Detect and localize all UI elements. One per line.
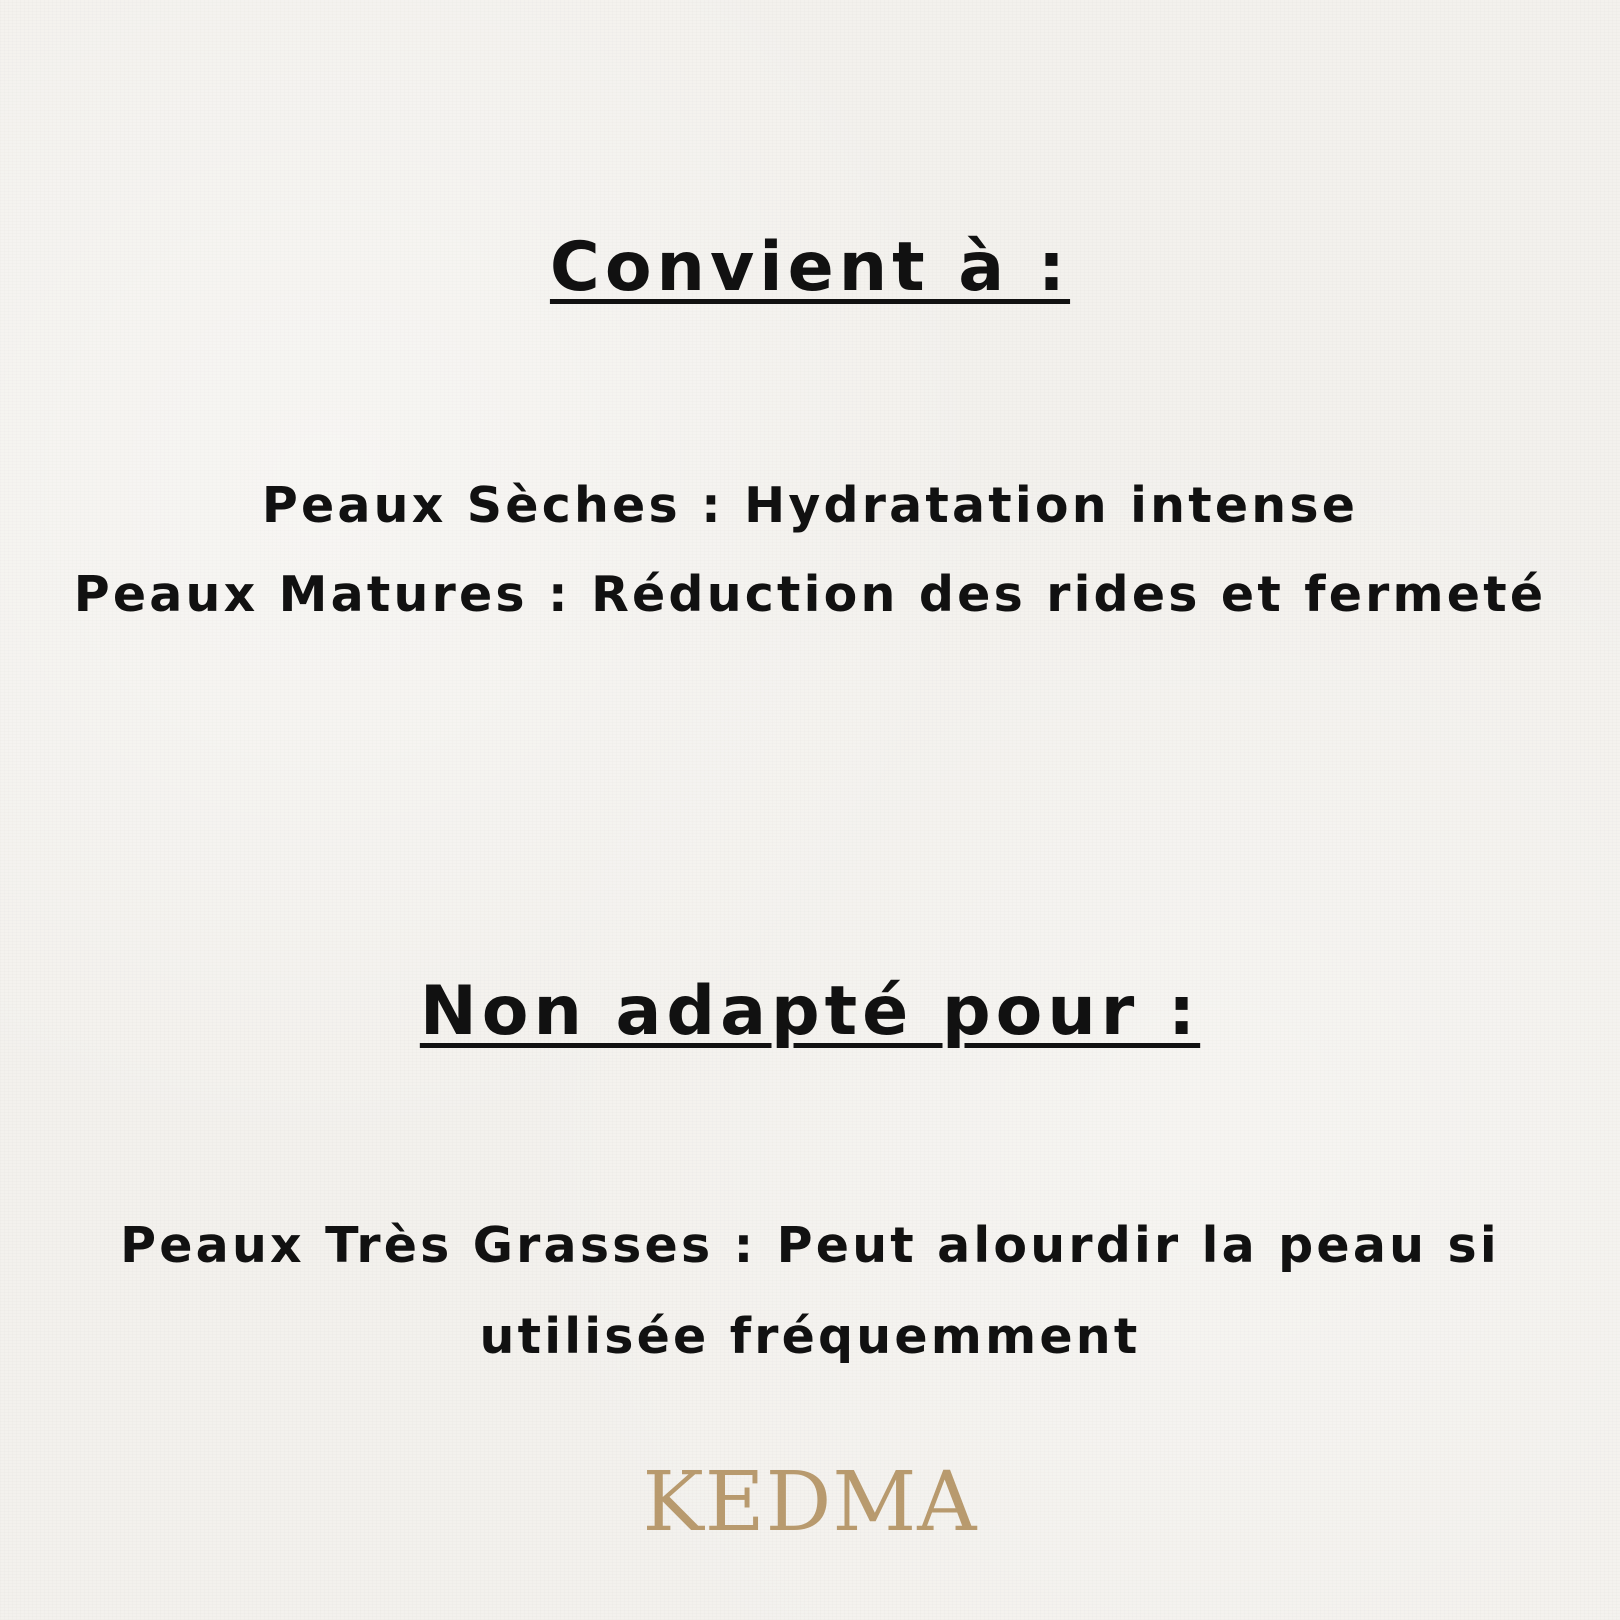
unsuitable-heading-text: Non adapté pour : xyxy=(419,972,1201,1051)
suitable-item-mature-skin: Peaux Matures : Réduction des rides et fermeté xyxy=(73,566,1547,623)
suitable-heading xyxy=(0,228,1620,307)
suitable-heading-text: Convient à : xyxy=(549,228,1071,307)
unsuitable-heading xyxy=(0,972,1620,1051)
brand-logo: KEDMA xyxy=(642,1455,978,1550)
unsuitable-item-line-1: Peaux Très Grasses : Peut alourdir la peau si xyxy=(120,1217,1500,1274)
suitable-item-dry-skin: Peaux Sèches : Hydratation intense xyxy=(261,477,1359,534)
unsuitable-item-line-2: utilisée fréquemment xyxy=(479,1308,1141,1365)
